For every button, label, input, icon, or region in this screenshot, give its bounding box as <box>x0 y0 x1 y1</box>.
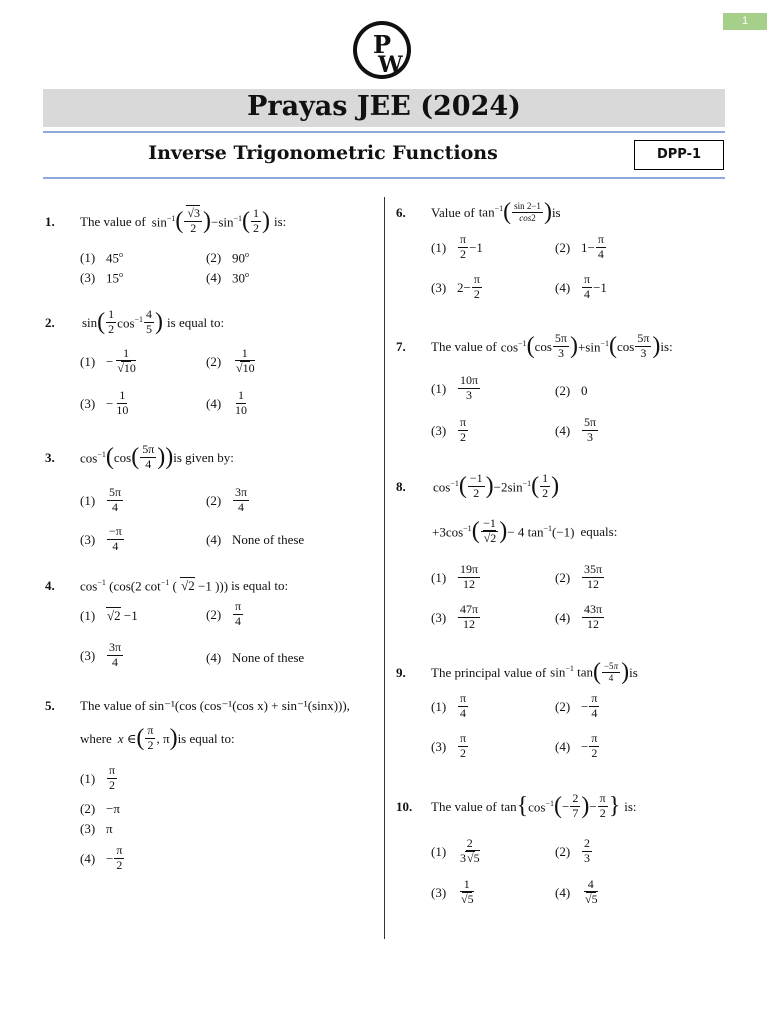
svg-text:P: P <box>373 30 392 59</box>
question-number: 10. <box>396 798 413 814</box>
question-end: is given by: <box>173 449 234 465</box>
question-5 <box>45 699 350 712</box>
question-7: 7. The value of $\cos^{-1}$ ( cos 5π 3 ) $+\sin^{-1}$ ( cos 5π 3 ) is: <box>396 331 673 360</box>
option-3: (3) 1 √5 <box>431 877 474 906</box>
option-4: (4) 4 √5 <box>555 877 598 906</box>
option-2: (2) π 4 <box>206 599 242 628</box>
question-number: 8. <box>396 478 406 494</box>
page-title: Prayas JEE (2024) <box>247 91 521 122</box>
option-2: (2) −π <box>80 801 120 816</box>
option-4: (4) 30$^o$ <box>206 270 249 286</box>
question-6: 6. Value of $\tan^{-1}$ ( sin 2−1 cos2 ) is <box>396 199 561 225</box>
question-8-line2: $+3\cos^{-1}$ ( −1 √2 ) − 4 $\tan^{-1}(-1)$ equals: <box>432 516 618 545</box>
option-1: (1) √2 −1 <box>80 608 138 623</box>
question-end: is equal to: <box>177 730 235 746</box>
question-end: is equal to: <box>167 314 225 330</box>
option-4: (4) None of these <box>206 650 305 665</box>
option-1: (1) 5π 4 <box>80 485 122 514</box>
question-4: 4. $\cos^{-1} (\cos(2$ $\cot^{-1}$ ( √2 −1 ))) is equal to: <box>45 578 289 594</box>
option-2: (2) 90$^o$ <box>206 250 249 266</box>
question-2: 2. sin ( 1 2 $\cos^{-1}$ 4 5 ) is equal to: <box>45 307 225 336</box>
option-2: (2) 2 3 <box>555 836 590 865</box>
question-3: 3. $\cos^{-1}$ ( cos ( 5π 4 )) is given by: <box>45 442 234 471</box>
option-2: (2) 1 √10 <box>206 346 255 375</box>
question-number: 7. <box>396 338 406 354</box>
option-2: (2) − $\frac{\pi}{4}$ <box>555 691 598 720</box>
divider-bottom <box>43 177 725 179</box>
question-9: 9. The principal value of $\sin^{-1} \tan$ ( −5π 4 ) is <box>396 659 638 685</box>
dpp-badge: DPP-1 <box>634 140 724 170</box>
question-end: is: <box>624 798 637 814</box>
option-2: (2) 0 <box>555 383 588 398</box>
question-end: is <box>629 664 638 680</box>
question-end: equals: <box>580 523 618 539</box>
question-number: 2. <box>45 314 55 330</box>
option-1: (1) π 4 <box>431 691 467 720</box>
question-number: 5. <box>45 698 55 713</box>
question-end: is: <box>274 213 287 229</box>
question-text: Value of <box>431 204 475 220</box>
question-text: The value of sin⁻¹(cos (cos⁻¹(cos x) + sin⁻¹(sinx))), <box>80 698 350 713</box>
option-1: (1) 2 3√5 <box>431 836 480 865</box>
option-4: (4) 1 10 <box>206 388 247 417</box>
divider-top <box>43 131 725 133</box>
question-number: 6. <box>396 204 406 220</box>
option-3: (3) −π 4 <box>80 524 122 553</box>
question-number: 3. <box>45 449 55 465</box>
option-3: (3) π <box>80 821 113 836</box>
option-2: (2) 1− $\frac{\pi}{4}$ <box>555 232 604 261</box>
question-end: is: <box>660 338 673 354</box>
column-divider <box>384 197 385 939</box>
question-end: is <box>551 204 561 220</box>
option-2: (2) 35π 12 <box>555 562 603 591</box>
question-text: The value of <box>431 338 497 354</box>
option-3: (3) π 2 <box>431 415 467 444</box>
title-band <box>43 89 725 127</box>
option-3: (3) 3π 4 <box>80 640 122 669</box>
question-number: 9. <box>396 664 406 680</box>
chapter-title: Inverse Trigonometric Functions <box>148 142 498 164</box>
option-3: (3) 2− $\frac{\pi}{2}$ <box>431 272 480 301</box>
option-4: (4) 5π 3 <box>555 415 597 444</box>
question-5-line2: where x ∈ ( π 2 , π ) is equal to: <box>80 723 235 752</box>
option-4: (4) 43π 12 <box>555 602 603 631</box>
page-number: 1 <box>723 13 767 30</box>
question-number: 1. <box>45 213 55 229</box>
option-1: (1) − $\frac{1}{√10}$ <box>80 346 136 375</box>
option-3: (3) 15$^o$ <box>80 270 123 286</box>
svg-text:W: W <box>378 52 403 78</box>
question-text: The value of <box>80 213 146 229</box>
option-4: (4) − $\frac{\pi}{2}$ <box>80 843 123 872</box>
pw-logo <box>352 19 412 81</box>
option-1: (1) 19π 12 <box>431 562 479 591</box>
option-2: (2) 3π 4 <box>206 485 248 514</box>
question-text: The principal value of <box>431 664 547 680</box>
question-end: is equal to: <box>231 578 289 594</box>
option-1: (1) π 2 −1 <box>431 232 483 261</box>
question-number: 4. <box>45 578 55 594</box>
question-8: 8. $\cos^{-1}$ ( −1 2 ) $-2\sin^{-1}$ ( 1 2 ) <box>396 471 560 500</box>
option-4: (4) π 4 −1 <box>555 272 607 301</box>
option-1: (1) π 2 <box>80 763 116 792</box>
option-4: (4) − $\frac{\pi}{2}$ <box>555 731 598 760</box>
option-4: (4) None of these <box>206 532 305 547</box>
question-10: 10. The value of tan { $\cos^{-1}$ ( − $\frac{2}{7}$ ) − $\frac{\pi}{2}$ } is: <box>396 791 637 820</box>
option-3: (3) π 2 <box>431 731 467 760</box>
option-3: (3) − $\frac{1}{10}$ <box>80 388 129 417</box>
option-1: (1) 10π 3 <box>431 373 479 402</box>
question-1: 1. The value of $\sin^{-1}$ ( √3 2 ) $-\sin^{-1}$ ( 1 2 ) is: <box>45 206 287 235</box>
option-1: (1) 45$^o$ <box>80 250 123 266</box>
question-text: The value of <box>431 798 497 814</box>
option-3: (3) 47π 12 <box>431 602 479 631</box>
